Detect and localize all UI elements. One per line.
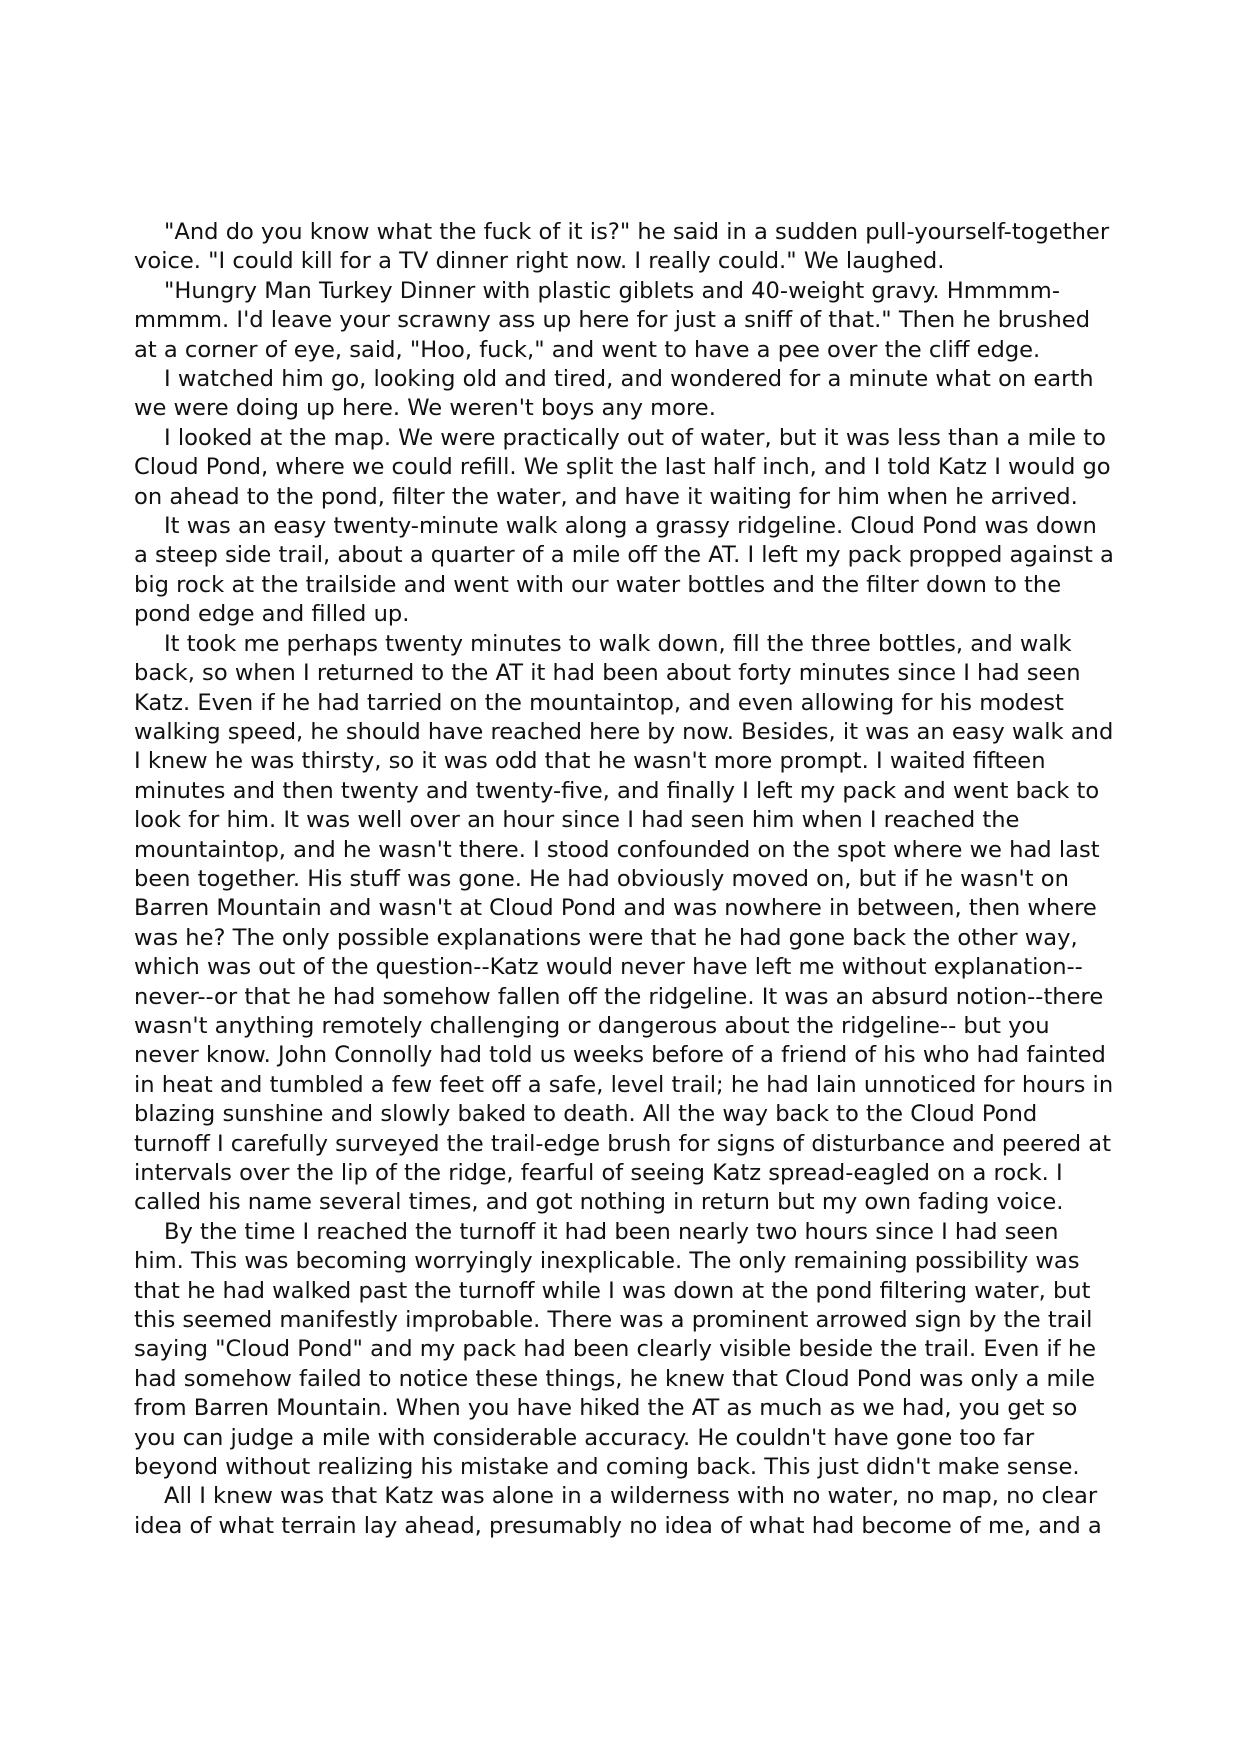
body-text: [134, 218, 1114, 1541]
paragraph: It was an easy twenty-minute walk along a grassy ridgeline. Cloud Pond was down a steep side trail, about a quarter of a mile off the AT. I left my pack propped against a big rock at the trailside and went with our water bottles and the filter down to the pond edge and filled up.: [134, 513, 1114, 628]
paragraph: All I knew was that Katz was alone in a wilderness with no water, no map, no clear idea of what terrain lay ahead, presumably no idea of what had become of me, and a: [134, 1483, 1102, 1539]
paragraph: I watched him go, looking old and tired, and wondered for a minute what on earth we were doing up here. We weren't boys any more.: [134, 366, 1094, 422]
paragraph: "And do you know what the fuck of it is?" he said in a sudden pull-yourself-together voice. "I could kill for a TV dinner right now. I really could." We laughed.: [134, 219, 1110, 275]
paragraph: By the time I reached the turnoff it had been nearly two hours since I had seen him. This was becoming worryingly inexplicable. The only remaining possibility was that he had walked past the turnoff while I was down at the pond filtering water, but this seemed manifestly improbable. There was a prominent arrowed sign by the trail saying "Cloud Pond" and my pack had been clearly visible beside the trail. Even if he had somehow failed to notice these things, he knew that Cloud Pond was only a mile from Barren Mountain. When you have hiked the AT as much as we had, you get so you can judge a mile with considerable accuracy. He couldn't have gone too far beyond without realizing his mistake and coming back. This just didn't make sense.: [134, 1218, 1097, 1481]
paragraph: "Hungry Man Turkey Dinner with plastic giblets and 40-weight gravy. Hmmmm-mmmm. I'd leave your scrawny ass up here for just a sniff of that." Then he brushed at a corner of eye, said, "Hoo, fuck," and went to have a pee over the cliff edge.: [134, 277, 1091, 363]
paragraph: It took me perhaps twenty minutes to walk down, fill the three bottles, and walk back, so when I returned to the AT it had been about forty minutes since I had seen Katz. Even if he had tarried on the mountaintop, and even allowing for his modest walking speed, he should have reached here by now. Besides, it was an easy walk and I knew he was thirsty, so it was odd that he wasn't more prompt. I waited fifteen minutes and then twenty and twenty-five, and finally I left my pack and went back to look for him. It was well over an hour since I had seen him when I reached the mountaintop, and he wasn't there. I stood confounded on the spot where we had last been together. His stuff was gone. He had obviously moved on, but if he wasn't on Barren Mountain and wasn't at Cloud Pond and was nowhere in between, then where was he? The only possible explanations were that he had gone back the other way, which was out of the question--Katz would never have left me without explanation--never--or that he had somehow fallen off the ridgeline. It was an absurd notion--there wasn't anything remotely challenging or dangerous about the ridgeline-- but you never know. John Connolly had told us weeks before of a friend of his who had fainted in heat and tumbled a few feet off a safe, level trail; he had lain unnoticed for hours in blazing sunshine and slowly baked to death. All the way back to the Cloud Pond turnoff I carefully surveyed the trail-edge brush for signs of disturbance and peered at intervals over the lip of the ridge, fearful of seeing Katz spread-eagled on a rock. I called his name several times, and got nothing in return but my own fading voice.: [134, 630, 1114, 1216]
paragraph: I looked at the map. We were practically out of water, but it was less than a mile to Cloud Pond, where we could refill. We split the last half inch, and I told Katz I would go on ahead to the pond, filter the water, and have it waiting for him when he arrived.: [134, 424, 1111, 510]
